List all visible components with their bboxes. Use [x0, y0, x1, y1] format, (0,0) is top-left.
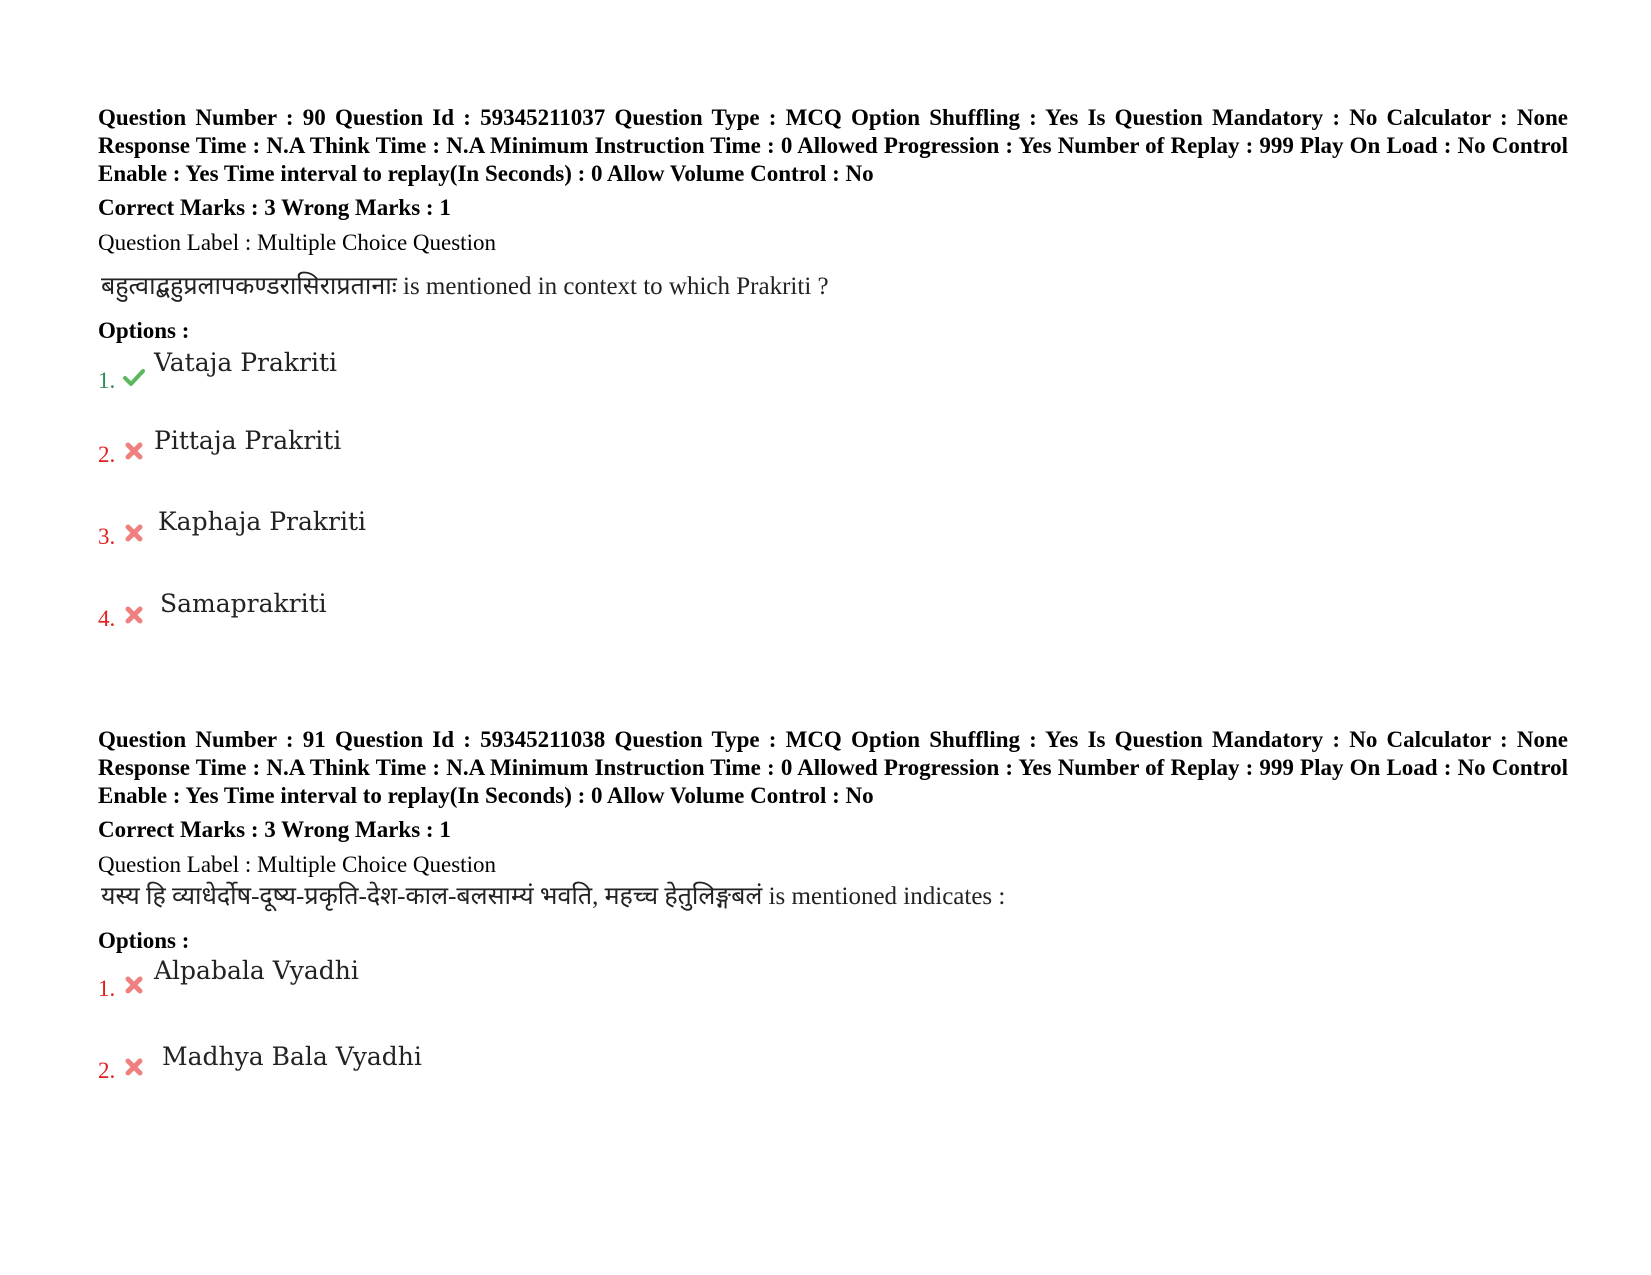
- option-item: [98, 955, 1568, 1043]
- options-heading: Options :: [98, 318, 190, 343]
- cross-icon: [122, 603, 146, 627]
- option-item: [98, 589, 1568, 671]
- option-text: Pittaja Prakriti: [154, 426, 342, 455]
- question-label: Question Label : Multiple Choice Question: [98, 852, 496, 877]
- option-text: Kaphaja Prakriti: [158, 507, 367, 536]
- option-text: Vataja Prakriti: [154, 348, 338, 377]
- question-text: यस्य हि व्याधेर्दोष-दूष्य-प्रकृति-देश-काल-बलसाम्यं भवति, महच्च हेतुलिङ्गबलं is mentioned indicates :: [101, 883, 1006, 910]
- option-item: [98, 425, 1568, 507]
- question-block: [98, 726, 1568, 1125]
- question-meta: Question Number : 90 Question Id : 59345211037 Question Type : MCQ Option Shuffling : Yes Is Question Mandatory : No Calculator : None Response Time : N.A Think Time : N.A Minimum Instruction Time : 0 Allowed Progression : Yes Number of Replay : 999 Play On Load : No Control Enable : Yes Time interval to replay(In Seconds) : 0 Allow Volume Control : No: [98, 105, 1568, 186]
- option-text: Alpabala Vyadhi: [154, 956, 359, 985]
- option-number: 3.: [98, 524, 116, 549]
- question-text: बहुत्वाद्बहुप्रलापकण्डरासिराप्रतानाः is mentioned in context to which Prakriti ?: [101, 273, 829, 300]
- question-label: Question Label : Multiple Choice Question: [98, 230, 496, 255]
- option-number: 4.: [98, 606, 116, 631]
- cross-icon: [122, 439, 146, 463]
- question-marks: Correct Marks : 3 Wrong Marks : 1: [98, 817, 451, 842]
- option-text: Samaprakriti: [160, 589, 327, 618]
- cross-icon: [122, 521, 146, 545]
- cross-icon: [122, 973, 146, 997]
- option-number: 1.: [98, 976, 116, 1001]
- option-item: [98, 345, 1568, 425]
- question-meta: Question Number : 91 Question Id : 59345211038 Question Type : MCQ Option Shuffling : Yes Is Question Mandatory : No Calculator : None Response Time : N.A Think Time : N.A Minimum Instruction Time : 0 Allowed Progression : Yes Number of Replay : 999 Play On Load : No Control Enable : Yes Time interval to replay(In Seconds) : 0 Allow Volume Control : No: [98, 727, 1568, 808]
- option-item: [98, 1043, 1568, 1125]
- option-text: Madhya Bala Vyadhi: [162, 1042, 422, 1071]
- question-marks: Correct Marks : 3 Wrong Marks : 1: [98, 195, 451, 220]
- cross-icon: [122, 1055, 146, 1079]
- option-item: [98, 507, 1568, 589]
- option-number: 2.: [98, 1058, 116, 1083]
- question-block: [98, 104, 1568, 671]
- options-heading: Options :: [98, 928, 190, 953]
- option-number: 1.: [98, 368, 116, 393]
- check-icon: [122, 365, 146, 389]
- option-number: 2.: [98, 442, 116, 467]
